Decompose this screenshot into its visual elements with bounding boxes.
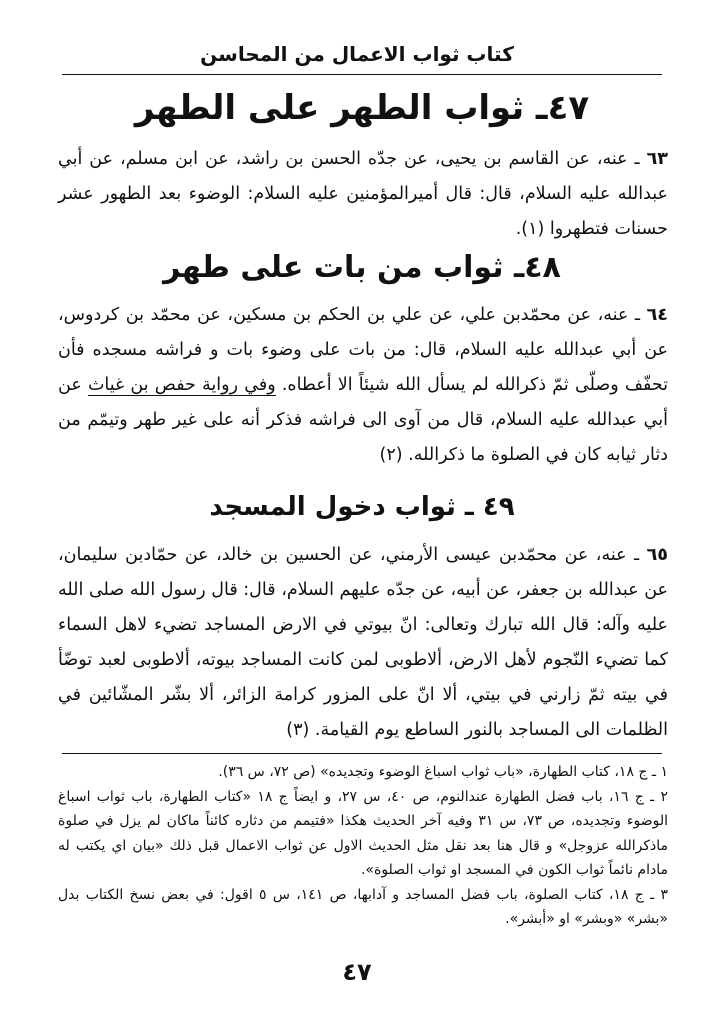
footnote-2: ٢ ـ ج ١٦، باب فضل الطهارة عندالنوم، ص ٤٠، س ٢٧، و ايضاً ج ١٨ «كتاب الطهارة، باب ثواب اسباغ الوضوء وتجديده، ص ٧٣، س ٣١ وفيه آخر الحديث هكذا «فتيمم من دثاره كائناً ماكان لم يزل في صلوة ماذكرالله عزوجل» و قال هنا بعد نقل مثل الحديث الاول عن ثواب الاعمال قبل ذلك «بيان اي يكتب له مادام نائماً ثواب الكون في المسجد او ثواب الصلوة». — [58, 788, 669, 878]
hadith-text: ـ عنه، عن القاسم بن يحيى، عن جدّه الحسن بن راشد، عن ابن مسلم، عن أبي عبدالله عليه السلام، قال: قال أميرالمؤمنين عليه السلام: الوضوء بعد الطهور عشر حسنات فتطهروا (١). — [58, 149, 668, 239]
footnote-3: ٣ ـ ج ١٨، كتاب الصلوة، باب فضل المساجد و آدابها، ص ١٤١، س ٥ اقول: في بعض نسخ الكتاب بدل «بشر» «وبشر» او «أبشر». — [58, 886, 669, 927]
footnotes — [58, 760, 668, 932]
footnote-1: ١ ـ ج ١٨، كتاب الطهارة، «باب ثواب اسباغ الوضوء وتجديده» (ص ٧٢، س ٣٦). — [218, 764, 668, 780]
hadith-63 — [58, 142, 668, 247]
hadith-text: ـ عنه، عن محمّدبن علي، عن علي بن الحكم بن مسكين، عن محمّد بن كردوس، عن أبي عبدالله عليه السلام، قال: من بات على وضوء بات و فراشه مسجده فأن تحفّف وصلّى ثمّ ذكرالله لم يسأل الله شيئاً الا أعطاه. — [58, 305, 668, 395]
hadith-number: ٦٤ — [646, 305, 668, 325]
header-rule — [62, 74, 662, 75]
section-heading-49: ٤٩ ـ ثواب دخول المسجد — [209, 492, 515, 522]
page-number: ٤٧ — [342, 958, 372, 986]
hadith-text: ـ عنه، عن محمّدبن عيسى الأرمني، عن الحسين بن خالد، عن حمّادبن سليمان، عن عبدالله بن جعفر، عن أبيه، عن جدّه عليهم السلام، قال: قال رسول الله صلى الله عليه وآله: قال الله تبارك وتعالى: انّ بيوتي في الارض المساجد تضيء لاهل السماء كما تضيء النّجوم لأهل الارض، ألاطوبى لمن كانت المساجد بيوته، ألاطوبى لعبد توضّأ في بيته ثمّ زارني في بيتي، ألا انّ على المزور كرامة الزائر، ألا بشّر المشّائين في الظلمات الى المساجد بالنور الساطع يوم القيامة. (٣) — [58, 545, 668, 740]
hadith-65 — [58, 538, 668, 748]
running-head: كتاب ثواب الاعمال من المحاسن — [200, 42, 514, 66]
footnote-rule — [62, 753, 662, 754]
underlined-phrase: وفي رواية حفص بن غياث — [87, 375, 276, 395]
hadith-number: ٦٣ — [646, 149, 668, 169]
hadith-64 — [58, 298, 668, 473]
hadith-text-continued: عن أبي عبدالله عليه السلام، قال من آوى الى فراشه فذكر أنه على غير طهر وتيمّم من دثار ثيابه كان في الصلوة ما ذكرالله. (٢) — [58, 375, 668, 465]
section-heading-48: ٤٨ـ ثواب من بات على طهر — [163, 250, 561, 285]
section-heading-47: ٤٧ـ ثواب الطهر على الطهر — [134, 88, 590, 128]
hadith-number: ٦٥ — [646, 545, 668, 565]
